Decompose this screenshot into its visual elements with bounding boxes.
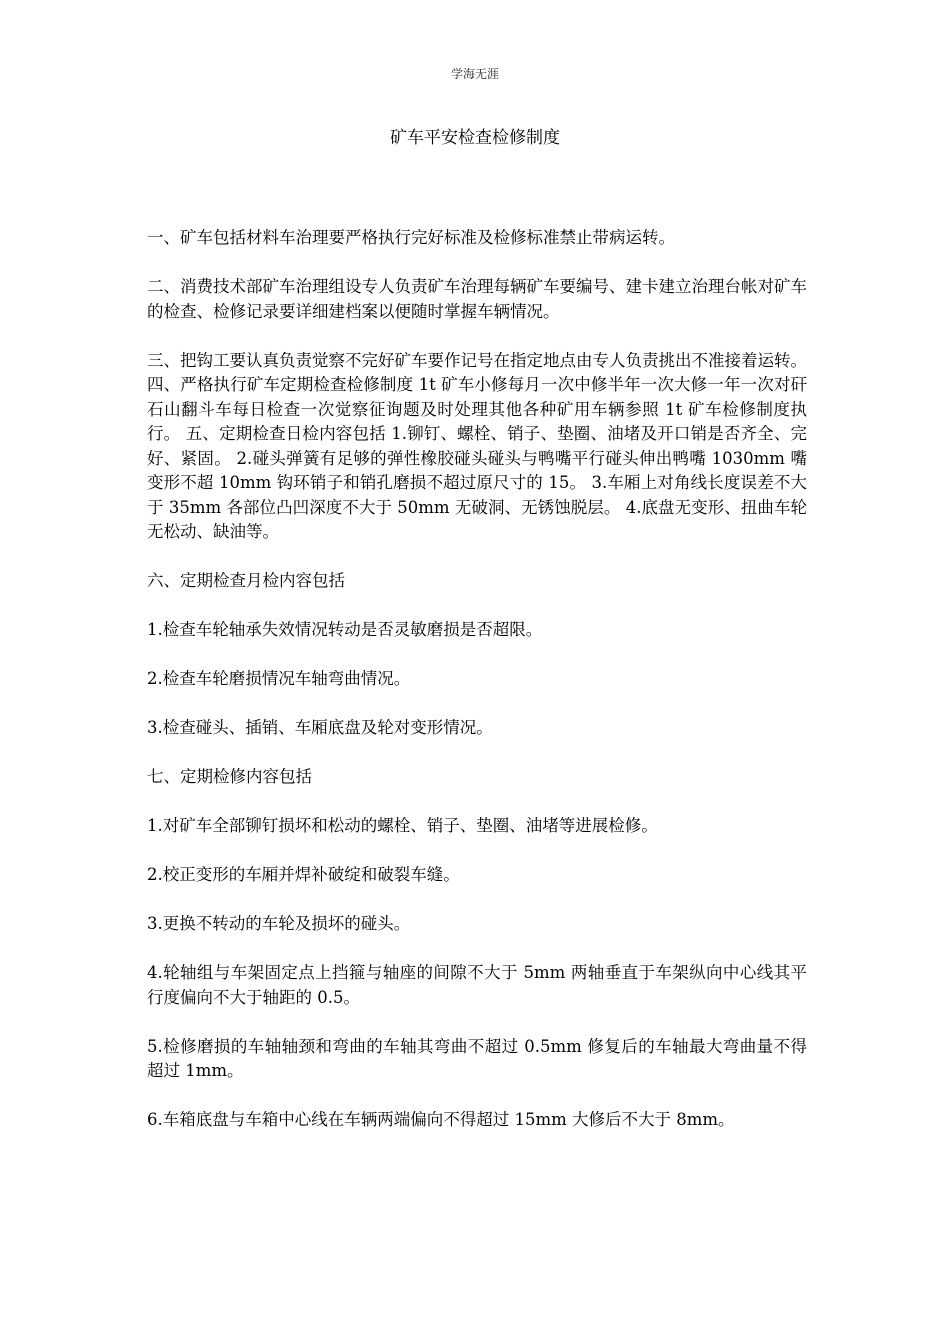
paragraph-monthly-item-2: 2.检查车轮磨损情况车轴弯曲情况。 — [147, 669, 411, 688]
paragraph-section-3-5: 三、把钩工要认真负责觉察不完好矿车要作记号在指定地点由专人负责挑出不准接着运转。 四、严格执行矿车定期检查检修制度 1t 矿车小修每月一次中修半年一次大修一年一次对矸石山翻斗车每日检查一次觉察征询题及时处理其他各种矿用车辆参照 1t 矿车检修制度执行。 五、定期检查日检内容包括 1.铆钉、螺栓、销子、垫圈、油堵及开口销是否齐全、完好、紧固。 2.碰头弹簧有足够的弹性橡胶碰头碰头与鸭嘴平行碰头伸出鸭嘴 1030mm 嘴变形不超 10mm 钩环销子和销孔磨损不超过原尺寸的 15。 3.车厢上对角线长度误差不大于 35mm 各部位凸凹深度不大于 50mm 无破洞、无锈蚀脱层。 4.底盘无变形、扭曲车轮无松动、缺油等。 — [147, 350, 807, 541]
paragraph-repair-item-1: 1.对矿车全部铆钉损坏和松动的螺栓、销子、垫圈、油堵等进展检修。 — [147, 816, 658, 835]
paragraph-repair-item-4: 4.轮轴组与车架固定点上挡箍与轴座的间隙不大于 5mm 两轴垂直于车架纵向中心线其平行度偏向不大于轴距的 0.5。 — [147, 963, 807, 1007]
paragraph-repair-item-2: 2.校正变形的车厢并焊补破绽和破裂车缝。 — [147, 865, 460, 884]
paragraph-repair-item-6: 6.车箱底盘与车箱中心线在车辆两端偏向不得超过 15mm 大修后不大于 8mm。 — [147, 1110, 735, 1129]
page-header: 学海无涯 — [450, 67, 499, 81]
paragraph-monthly-item-1: 1.检查车轮轴承失效情况转动是否灵敏磨损是否超限。 — [147, 620, 543, 639]
paragraph-repair-item-3: 3.更换不转动的车轮及损坏的碰头。 — [147, 914, 411, 933]
document-title: 矿车平安检查检修制度 — [390, 128, 560, 148]
paragraph-section-7-heading: 七、定期检修内容包括 — [147, 767, 312, 786]
paragraph-section-6-heading: 六、定期检查月检内容包括 — [147, 571, 345, 590]
paragraph-section-2: 二、消费技术部矿车治理组设专人负责矿车治理每辆矿车要编号、建卡建立治理台帐对矿车的检查、检修记录要详细建档案以便随时掌握车辆情况。 — [147, 277, 807, 321]
document-body — [147, 226, 807, 1157]
paragraph-monthly-item-3: 3.检查碰头、插销、车厢底盘及轮对变形情况。 — [147, 718, 493, 737]
paragraph-repair-item-5: 5.检修磨损的车轴轴颈和弯曲的车轴其弯曲不超过 0.5mm 修复后的车轴最大弯曲量不得超过 1mm。 — [147, 1036, 807, 1080]
paragraph-section-1: 一、矿车包括材料车治理要严格执行完好标准及检修标准禁止带病运转。 — [147, 228, 675, 247]
